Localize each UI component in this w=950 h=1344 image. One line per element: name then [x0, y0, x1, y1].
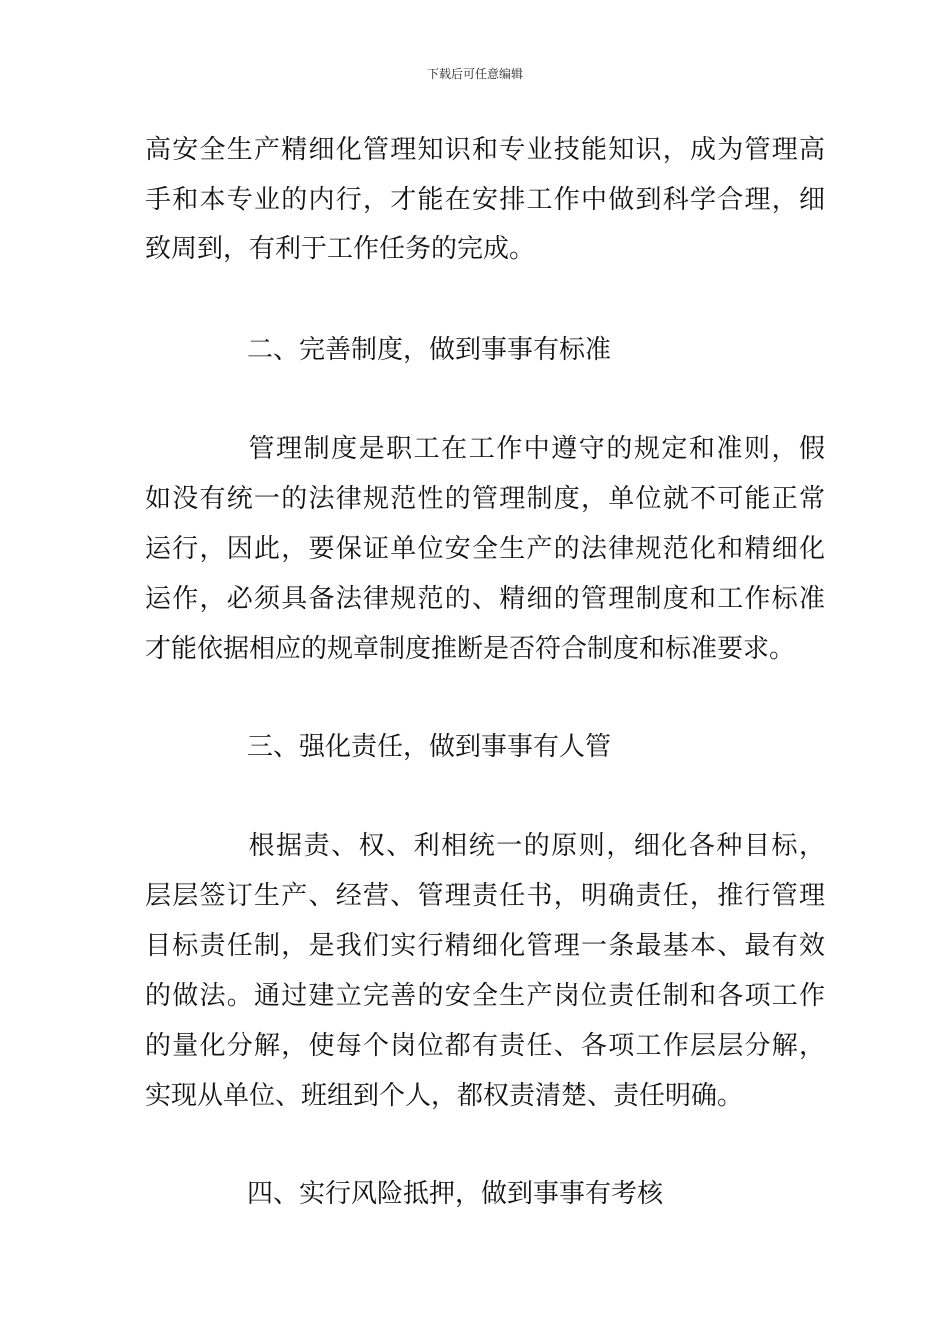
paragraph-line: 才能依据相应的规章制度推断是否符合制度和标准要求。: [145, 634, 796, 664]
paragraph-line: 手和本专业的内行，才能在安排工作中做到科学合理，细: [145, 185, 825, 215]
paragraph-line: 高安全生产精细化管理知识和专业技能知识，成为管理高: [145, 135, 825, 165]
section-heading: 三、强化责任，做到事事有人管: [247, 732, 612, 762]
section-heading: 二、完善制度，做到事事有标准: [247, 335, 612, 365]
section-heading: 四、实行风险抵押，做到事事有考核: [247, 1179, 664, 1209]
paragraph-line: 致周到，有利于工作任务的完成。: [145, 234, 536, 264]
paragraph-line: 根据责、权、利相统一的原则，细化各种目标，: [221, 831, 825, 861]
paragraph-line: 目标责任制，是我们实行精细化管理一条最基本、最有效: [145, 931, 825, 961]
paragraph-line: 如没有统一的法律规范性的管理制度，单位就不可能正常: [145, 484, 825, 514]
paragraph-line: 的做法。通过建立完善的安全生产岗位责任制和各项工作: [145, 981, 825, 1011]
header-note: 下载后可任意编辑: [426, 67, 523, 81]
paragraph-line: 运作，必须具备法律规范的、精细的管理制度和工作标准: [145, 584, 825, 614]
paragraph-line: 的量化分解，使每个岗位都有责任、各项工作层层分解，: [145, 1031, 825, 1061]
paragraph-line: 运行，因此，要保证单位安全生产的法律规范化和精细化: [145, 534, 825, 564]
paragraph-line: 管理制度是职工在工作中遵守的规定和准则，假: [221, 434, 825, 464]
paragraph-line: 层层签订生产、经营、管理责任书，明确责任，推行管理: [145, 881, 825, 911]
paragraph-line: 实现从单位、班组到个人，都权责清楚、责任明确。: [145, 1081, 744, 1111]
